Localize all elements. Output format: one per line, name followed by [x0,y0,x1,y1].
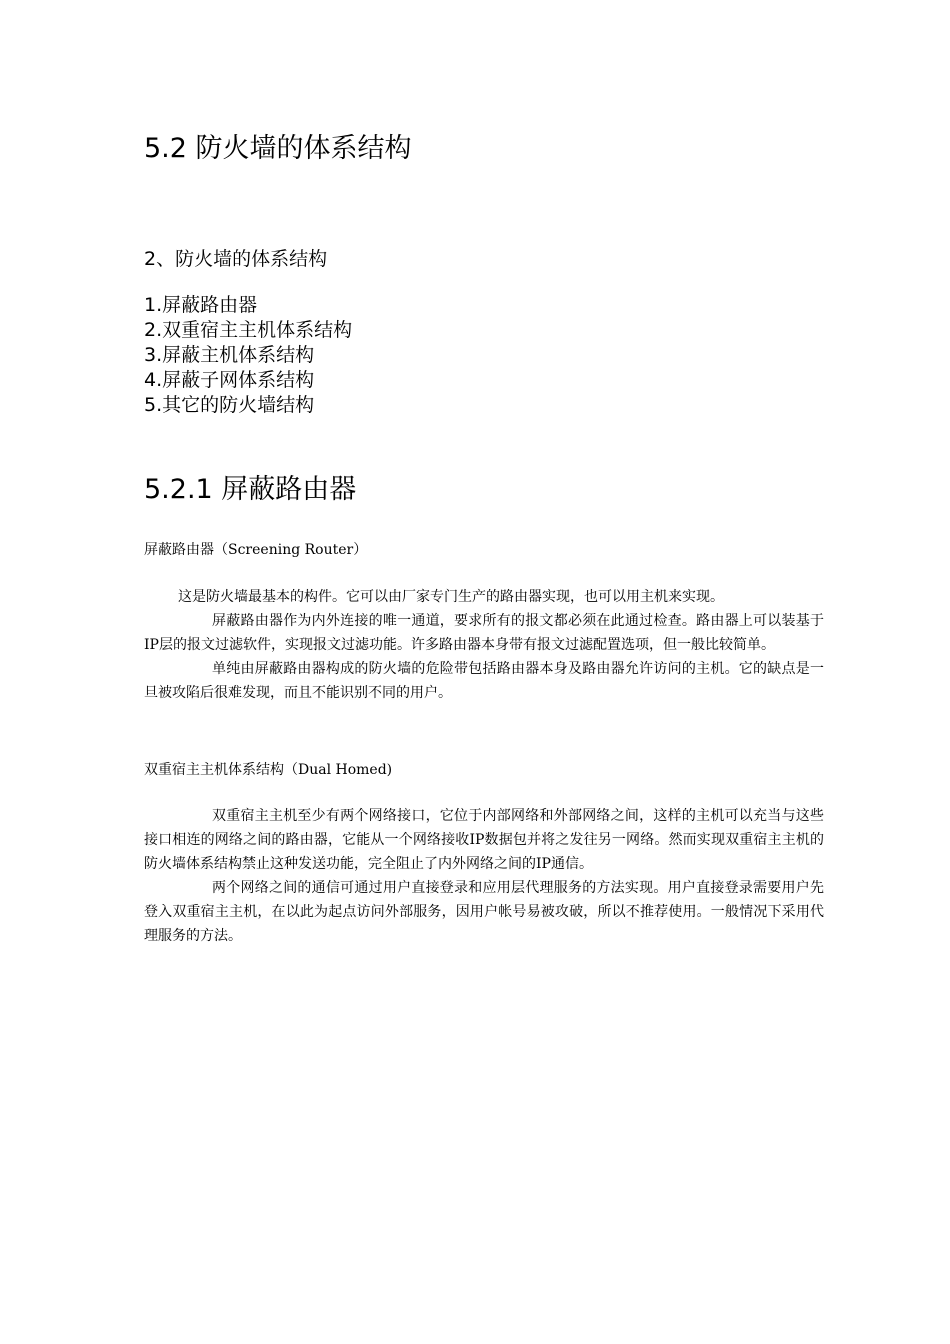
list-item: 5.其它的防火墙结构 [144,394,315,416]
list-item: 4.屏蔽子网体系结构 [144,369,315,391]
list-item: 1.屏蔽路由器 [144,294,258,316]
section-subtitle: 2、防火墙的体系结构 [144,248,328,270]
architecture-list [144,293,352,418]
paragraph: 两个网络之间的通信可通过用户直接登录和应用层代理服务的方法实现。用户直接登录需要用户先登入双重宿主主机，在以此为起点访问外部服务，因用户帐号易被攻破，所以不推荐使用。一般情况下采用代理服务的方法。 [144,880,824,944]
screening-router-body [144,585,824,705]
subsection-title: 5.2.1 屏蔽路由器 [144,474,357,505]
paragraph: 双重宿主主机至少有两个网络接口，它位于内部网络和外部网络之间，这样的主机可以充当与这些接口相连的网络之间的路由器，它能从一个网络接收IP数据包并将之发往另一网络。然而实现双重宿主主机的防火墙体系结构禁止这种发送功能，完全阻止了内外网络之间的IP通信。 [144,808,824,872]
list-item: 3.屏蔽主机体系结构 [144,344,315,366]
screening-router-label: 屏蔽路由器（Screening Router） [144,542,368,558]
section-title: 5.2 防火墙的体系结构 [144,133,412,164]
paragraph: 单纯由屏蔽路由器构成的防火墙的危险带包括路由器本身及路由器允许访问的主机。它的缺点是一旦被攻陷后很难发现，而且不能识别不同的用户。 [144,661,824,701]
dual-homed-label: 双重宿主主机体系结构（Dual Homed) [144,762,393,778]
list-item: 2.双重宿主主机体系结构 [144,319,353,341]
dual-homed-body [144,804,824,948]
paragraph: 屏蔽路由器作为内外连接的唯一通道，要求所有的报文都必须在此通过检查。路由器上可以装基于IP层的报文过滤软件，实现报文过滤功能。许多路由器本身带有报文过滤配置选项，但一般比较简单。 [144,613,824,653]
paragraph: 这是防火墙最基本的构件。它可以由厂家专门生产的路由器实现，也可以用主机来实现。 [178,589,724,605]
